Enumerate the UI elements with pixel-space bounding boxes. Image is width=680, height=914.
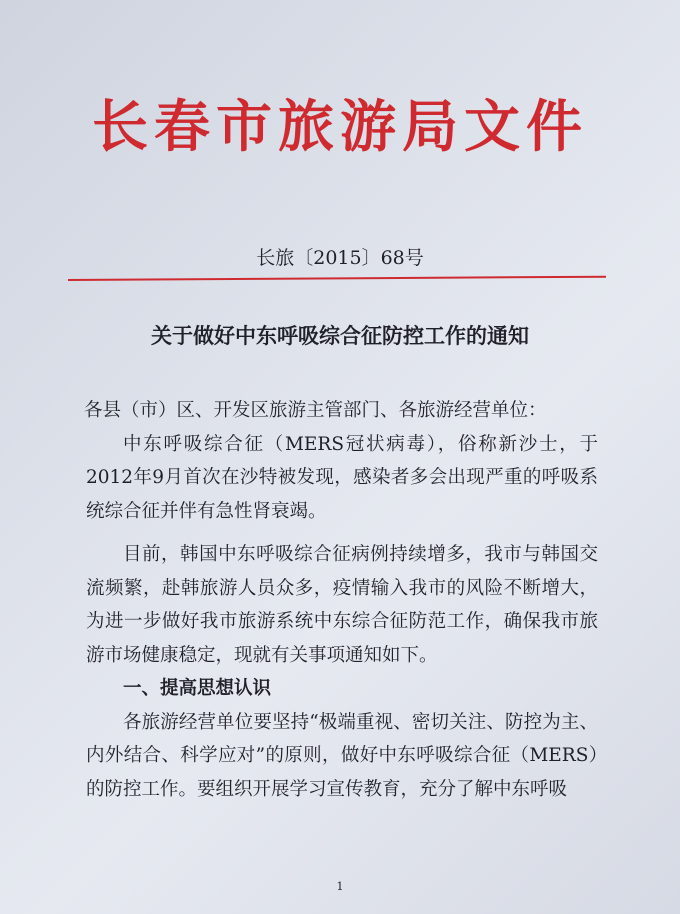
- paragraph-gap: [86, 528, 598, 538]
- notice-title: 关于做好中东呼吸综合征防控工作的通知: [151, 323, 529, 348]
- document-number: 长旅〔2015〕68号: [256, 247, 424, 269]
- body-paragraph: 各旅游经营单位要坚持“极端重视、密切关注、防控为主、内外结合、科学应对”的原则，做好中东呼吸综合征（MERS）的防控工作。要组织开展学习宣传教育，充分了解中东呼吸: [86, 711, 598, 800]
- salutation: 各县（市）区、开发区旅游主管部门、各旅游经营单位：: [84, 400, 547, 421]
- page-number: 1: [336, 880, 344, 893]
- notice-body: [86, 394, 598, 806]
- document-header-title: 长春市旅游局文件: [92, 94, 588, 160]
- body-paragraph: 目前，韩国中东呼吸综合征病例持续增多，我市与韩国交流频繁，赴韩旅游人员众多，疫情输入我市的风险不断增大，为进一步做好我市旅游系统中东综合征防范工作，确保我市旅游市场健康稳定，现就有关事项通知如下。: [86, 544, 598, 666]
- body-paragraph: 中东呼吸综合征（MERS冠状病毒），俗称新沙士，于2012年9月首次在沙特被发现，感染者多会出现严重的呼吸系统综合征并伴有急性肾衰竭。: [86, 433, 598, 522]
- red-divider-line: [68, 276, 606, 281]
- section-heading: 一、提高思想认识: [123, 678, 272, 699]
